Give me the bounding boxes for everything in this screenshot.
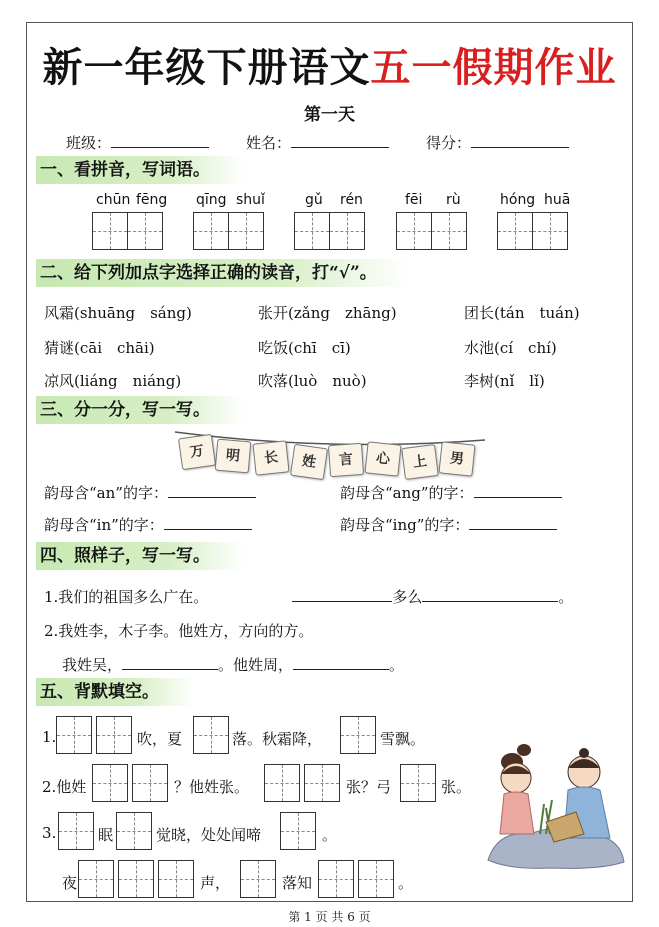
choice-item[interactable]: 张开(zǎng zhāng) (258, 304, 397, 322)
answer-grid-cell[interactable] (193, 212, 229, 250)
char-tag: 长 (252, 440, 289, 475)
example-text: 。 (558, 588, 574, 606)
choice-item[interactable]: 水池(cí chí) (464, 339, 557, 357)
answer-grid-cell[interactable] (193, 716, 229, 754)
pinyin-5b: huā (544, 192, 571, 208)
section-4-heading: 四、照样子，写一写。 (36, 542, 244, 570)
answer-grid-cell[interactable] (280, 812, 316, 850)
answer-blank[interactable] (164, 515, 252, 530)
example-line-1 (44, 586, 573, 607)
title-red: 五一假期作业 (370, 45, 617, 91)
recite-text: 眠 (98, 826, 114, 844)
recite-text: 落知 (282, 874, 313, 892)
answer-grid-cell[interactable] (329, 212, 365, 250)
char-tag: 言 (328, 443, 364, 477)
choice-item[interactable]: 凉风(liáng niáng) (44, 372, 182, 390)
answer-grid-cell[interactable] (116, 812, 152, 850)
choice-item[interactable]: 猜谜(cāi chāi) (44, 339, 155, 357)
page-title (0, 36, 659, 93)
answer-grid-cell[interactable] (58, 812, 94, 850)
answer-grid-cell[interactable] (358, 860, 394, 898)
char-tag: 明 (215, 439, 252, 474)
example-text: 1.我们的祖国多么广在。 (44, 588, 209, 606)
classify-label: 韵母含“an”的字： (44, 484, 168, 502)
class-blank[interactable] (111, 133, 209, 148)
answer-blank[interactable] (469, 515, 557, 530)
char-tag: 姓 (290, 444, 328, 480)
pinyin-5a: hóng (500, 192, 536, 208)
pinyin-3b: rén (340, 192, 363, 208)
recite-text: 。 (398, 874, 414, 892)
classify-label: 韵母含“in”的字： (44, 516, 164, 534)
answer-grid-cell[interactable] (92, 212, 128, 250)
score-blank[interactable] (471, 133, 569, 148)
page-footer: 第 1 页 共 6 页 (288, 910, 371, 924)
char-tag: 万 (178, 434, 216, 470)
answer-blank[interactable] (293, 655, 389, 670)
choice-item[interactable]: 风霜(shuāng sáng) (44, 304, 192, 322)
recite-text: 觉晓，处处闻啼 (156, 826, 262, 844)
recite-text: 声， (200, 874, 231, 892)
answer-grid-cell[interactable] (532, 212, 568, 250)
char-tag: 男 (438, 441, 475, 476)
example-text: 多么 (392, 588, 423, 606)
recite-text: 吹，夏 (137, 730, 183, 748)
answer-grid-cell[interactable] (264, 764, 300, 802)
example-line-3 (62, 654, 404, 675)
recite-text: 3. (42, 824, 57, 842)
answer-grid-cell[interactable] (431, 212, 467, 250)
children-reading-illustration (480, 738, 628, 872)
answer-grid-cell[interactable] (56, 716, 92, 754)
pinyin-4a: fēi (405, 192, 423, 208)
example-text: 。 (389, 656, 405, 674)
choice-item[interactable]: 吃饭(chī cī) (258, 339, 351, 357)
recite-text: 夜 (62, 874, 78, 892)
classify-line[interactable] (340, 514, 557, 535)
answer-grid-cell[interactable] (132, 764, 168, 802)
recite-text: ？他姓张。 (174, 778, 250, 796)
name-blank[interactable] (291, 133, 389, 148)
recite-text: 落。秋霜降， (232, 730, 323, 748)
section-5-heading: 五、背默填空。 (36, 678, 193, 706)
answer-grid-cell[interactable] (118, 860, 154, 898)
answer-grid-cell[interactable] (318, 860, 354, 898)
score-label: 得分： (426, 134, 472, 152)
name-label: 姓名： (246, 134, 292, 152)
answer-blank[interactable] (474, 483, 562, 498)
recite-text: 张。 (441, 778, 472, 796)
answer-grid-cell[interactable] (294, 212, 330, 250)
pinyin-3a: gǔ (305, 192, 323, 208)
section-1-heading: 一、看拼音，写词语。 (36, 156, 244, 184)
char-tag: 上 (401, 444, 439, 480)
recite-text: 2.他姓 (42, 778, 87, 796)
char-tag: 心 (364, 441, 401, 476)
pinyin-1a: chūn (96, 192, 131, 208)
classify-line[interactable] (44, 514, 252, 535)
answer-grid-cell[interactable] (158, 860, 194, 898)
example-line-2: 2.我姓李，木子李。他姓方，方向的方。 (44, 622, 314, 640)
recite-text: 雪飘。 (380, 730, 426, 748)
score-field[interactable] (426, 132, 569, 153)
answer-grid-cell[interactable] (240, 860, 276, 898)
answer-grid-cell[interactable] (228, 212, 264, 250)
recite-text: 1. (42, 728, 57, 746)
section-3-heading: 三、分一分，写一写。 (36, 396, 244, 424)
answer-grid-cell[interactable] (78, 860, 114, 898)
name-field[interactable] (246, 132, 389, 153)
choice-item[interactable]: 团长(tán tuán) (464, 304, 580, 322)
class-label: 班级： (66, 134, 112, 152)
answer-blank[interactable] (168, 483, 256, 498)
answer-grid-cell[interactable] (92, 764, 128, 802)
classify-label: 韵母含“ang”的字： (340, 484, 474, 502)
answer-grid-cell[interactable] (96, 716, 132, 754)
answer-grid-cell[interactable] (304, 764, 340, 802)
answer-blank[interactable] (422, 587, 558, 602)
answer-grid-cell[interactable] (396, 212, 432, 250)
day-label: 第一天 (304, 105, 355, 125)
answer-grid-cell[interactable] (400, 764, 436, 802)
pinyin-2a: qīng (196, 192, 227, 208)
recite-text: 张？弓 (346, 778, 392, 796)
recite-text: 。 (322, 826, 338, 844)
pinyin-1b: fēng (136, 192, 168, 208)
section-2-heading: 二、给下列加点字选择正确的读音，打“√”。 (36, 259, 411, 287)
example-text: 。他姓周， (218, 656, 294, 674)
choice-item[interactable]: 吹落(luò nuò) (258, 372, 367, 390)
classify-label: 韵母含“ing”的字： (340, 516, 470, 534)
answer-blank[interactable] (122, 655, 218, 670)
choice-item[interactable]: 李树(nǐ lǐ) (464, 372, 545, 390)
classify-line[interactable] (44, 482, 256, 503)
pinyin-4b: rù (446, 192, 461, 208)
pinyin-2b: shuǐ (236, 192, 265, 208)
example-text: 我姓吴， (62, 656, 123, 674)
answer-blank[interactable] (292, 587, 392, 602)
classify-line[interactable] (340, 482, 562, 503)
answer-grid-cell[interactable] (127, 212, 163, 250)
title-black: 新一年级下册语文 (42, 45, 371, 91)
answer-grid-cell[interactable] (340, 716, 376, 754)
class-field[interactable] (66, 132, 209, 153)
answer-grid-cell[interactable] (497, 212, 533, 250)
